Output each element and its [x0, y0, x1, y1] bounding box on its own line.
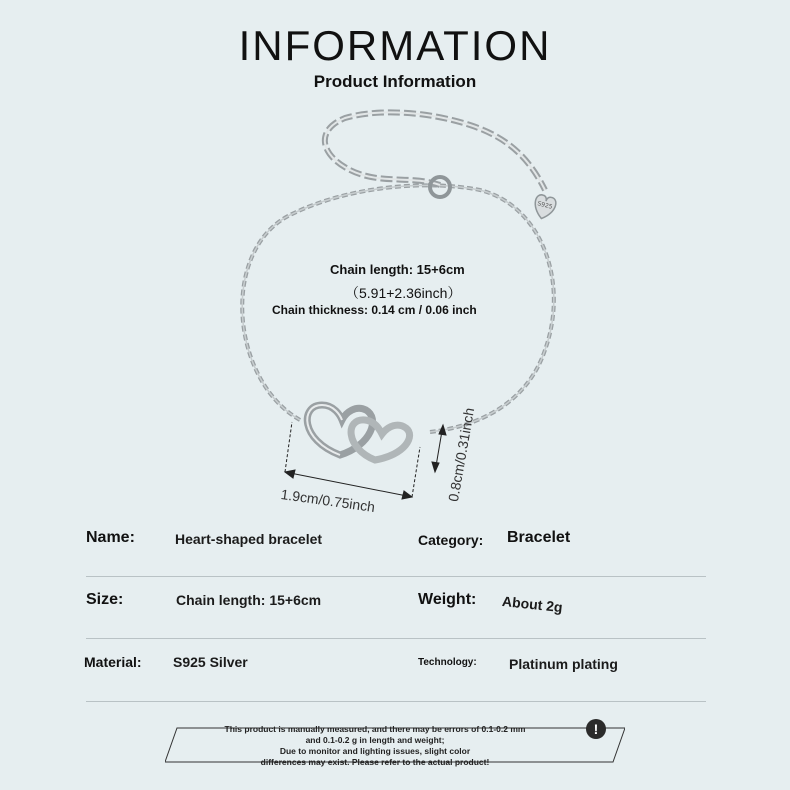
technology-value: Platinum plating: [509, 656, 618, 672]
weight-value: About 2g: [501, 593, 564, 616]
width-dimension-label: 1.9cm/0.75inch: [279, 486, 377, 516]
name-label: Name:: [86, 529, 135, 546]
spec-row-name: [86, 515, 706, 577]
category-value: Bracelet: [507, 529, 571, 546]
spec-row-material: [86, 640, 706, 702]
technology-label: Technology:: [418, 657, 477, 668]
row-divider: [86, 638, 706, 639]
chain-length-text: Chain length: 15+6cm: [330, 262, 465, 277]
name-value: Heart-shaped bracelet: [175, 531, 323, 547]
category-label: Category:: [418, 532, 484, 548]
page-subtitle: Product Information: [313, 72, 477, 91]
weight-label: Weight:: [418, 591, 477, 608]
chain-length-inch-text: （5.91+2.36inch）: [345, 285, 462, 301]
spec-row-size: [86, 577, 706, 639]
chain-thickness-text: Chain thickness: 0.14 cm / 0.06 inch: [272, 303, 477, 317]
measurement-notice: [165, 721, 625, 767]
material-label: Material:: [84, 654, 142, 670]
size-label: Size:: [86, 591, 124, 608]
interlocked-hearts-pendant: [307, 405, 409, 460]
size-value: Chain length: 15+6cm: [176, 592, 322, 608]
notice-text: This product is manually measured, and there may be errors of 0.1-0.2 mm and 0.1-0.2 g in length and weight; Due to monitor and lighting issues, slight color differences may exist. Please refer to the actual product!: [224, 724, 526, 767]
page-title: INFORMATION: [238, 22, 552, 69]
height-dimension-label: 0.8cm/0.31inch: [445, 406, 478, 503]
row-divider: [86, 701, 706, 702]
svg-text:S925: S925: [536, 200, 554, 211]
material-value: S925 Silver: [173, 654, 248, 670]
exclamation-icon: !: [586, 719, 606, 739]
heart-charm: [531, 194, 557, 222]
